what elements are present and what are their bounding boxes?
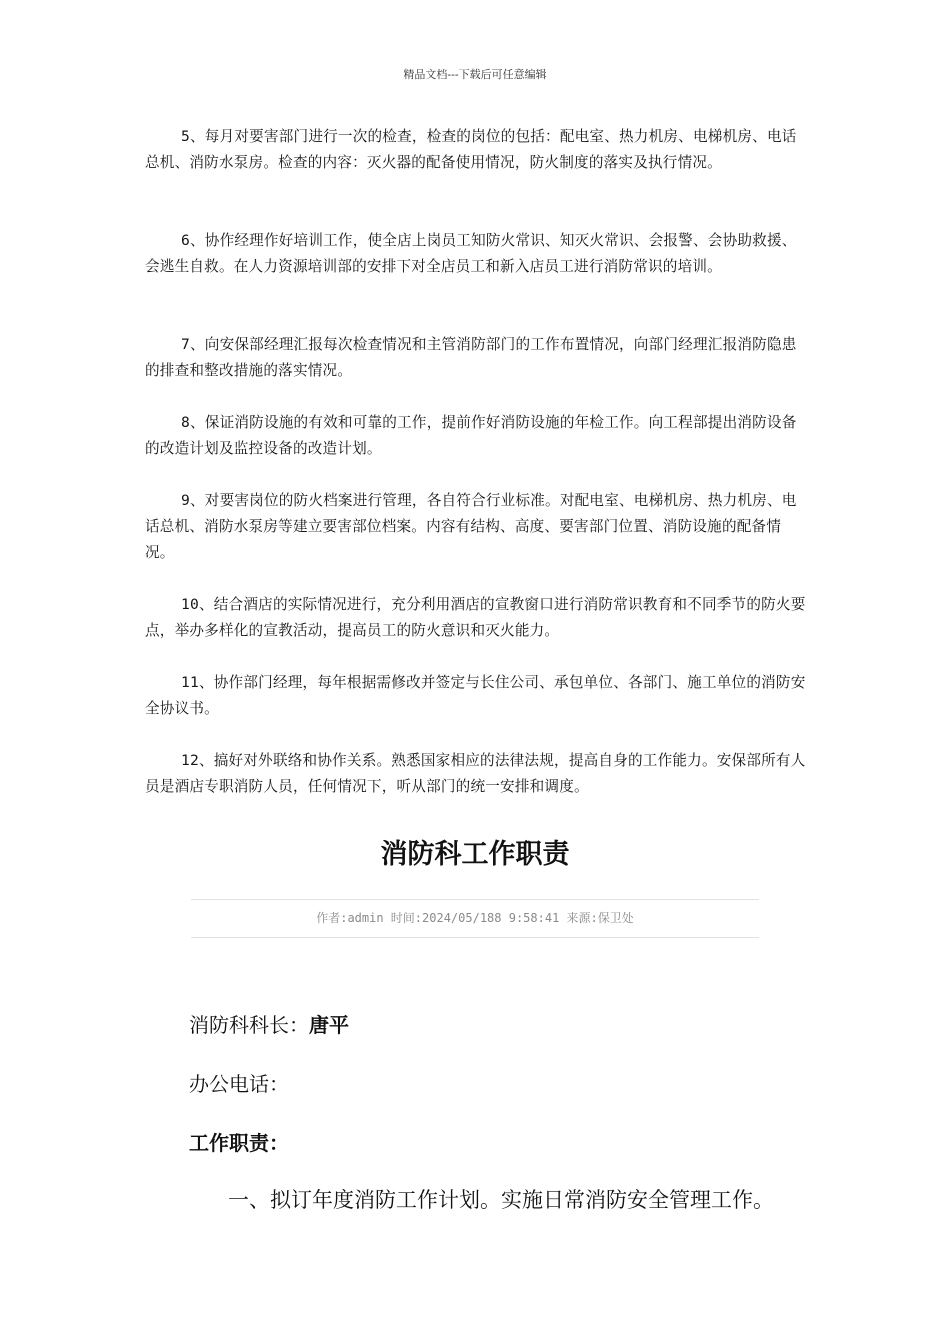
page-header-note: 精品文档---下载后可任意编辑 [403,68,547,81]
meta-source-label: 来源: [566,911,598,925]
meta-time: 2024/05/188 9:58:41 [422,911,560,925]
duty-item-11: 11、协作部门经理，每年根据需修改并签定与长住公司、承包单位、各部门、施工单位的消防安全协议书。 [145,674,806,717]
duty-item-9: 9、对要害岗位的防火档案进行管理，各自符合行业标准。对配电室、电梯机房、热力机房、电话总机、消防水泵房等建立要害部位档案。内容有结构、高度、要害部门位置、消防设施的配备情况。 [145,492,797,561]
article-title: 消防科工作职责 [380,839,570,870]
duty-item-6: 6、协作经理作好培训工作，使全店上岗员工知防火常识、知灭火常识、会报警、会协助救援、会逃生自救。在人力资源培训部的安排下对全店员工和新入店员工进行消防常识的培训。 [145,232,797,275]
phone-label: 办公电话： [189,1072,289,1096]
duty-item-5: 5、每月对要害部门进行一次的检查，检查的岗位的包括：配电室、热力机房、电梯机房、电话总机、消防水泵房。检查的内容：灭火器的配备使用情况，防火制度的落实及执行情况。 [145,128,797,171]
duty-item-8: 8、保证消防设施的有效和可靠的工作，提前作好消防设施的年检工作。向工程部提出消防设备的改造计划及监控设备的改造计划。 [145,414,797,457]
section-chief [189,1009,349,1038]
meta-author: admin [347,911,384,925]
meta-time-label: 时间: [390,911,423,925]
meta-divider-bottom [191,937,759,938]
chief-label: 消防科科长： [189,1013,309,1037]
duty-item-10: 10、结合酒店的实际情况进行，充分利用酒店的宣教窗口进行消防常识教育和不同季节的防火要点，举办多样化的宣教活动，提高员工的防火意识和灭火能力。 [145,596,806,639]
duty-line-1: 一、拟订年度消防工作计划。实施日常消防安全管理工作。 [228,1188,774,1212]
meta-source: 保卫处 [597,911,634,925]
duties-heading [189,1127,289,1156]
duty-item-12: 12、搞好对外联络和协作关系。熟悉国家相应的法律法规，提高自身的工作能力。安保部所有人员是酒店专职消防人员，任何情况下，听从部门的统一安排和调度。 [145,752,806,795]
meta-author-label: 作者: [316,911,348,925]
article-meta [191,909,759,926]
office-phone [189,1068,289,1097]
chief-name: 唐平 [309,1013,349,1037]
meta-divider-top [191,899,759,900]
duties-label: 工作职责： [189,1131,289,1155]
duty-item-7: 7、向安保部经理汇报每次检查情况和主管消防部门的工作布置情况，向部门经理汇报消防隐患的排查和整改措施的落实情况。 [145,336,797,379]
